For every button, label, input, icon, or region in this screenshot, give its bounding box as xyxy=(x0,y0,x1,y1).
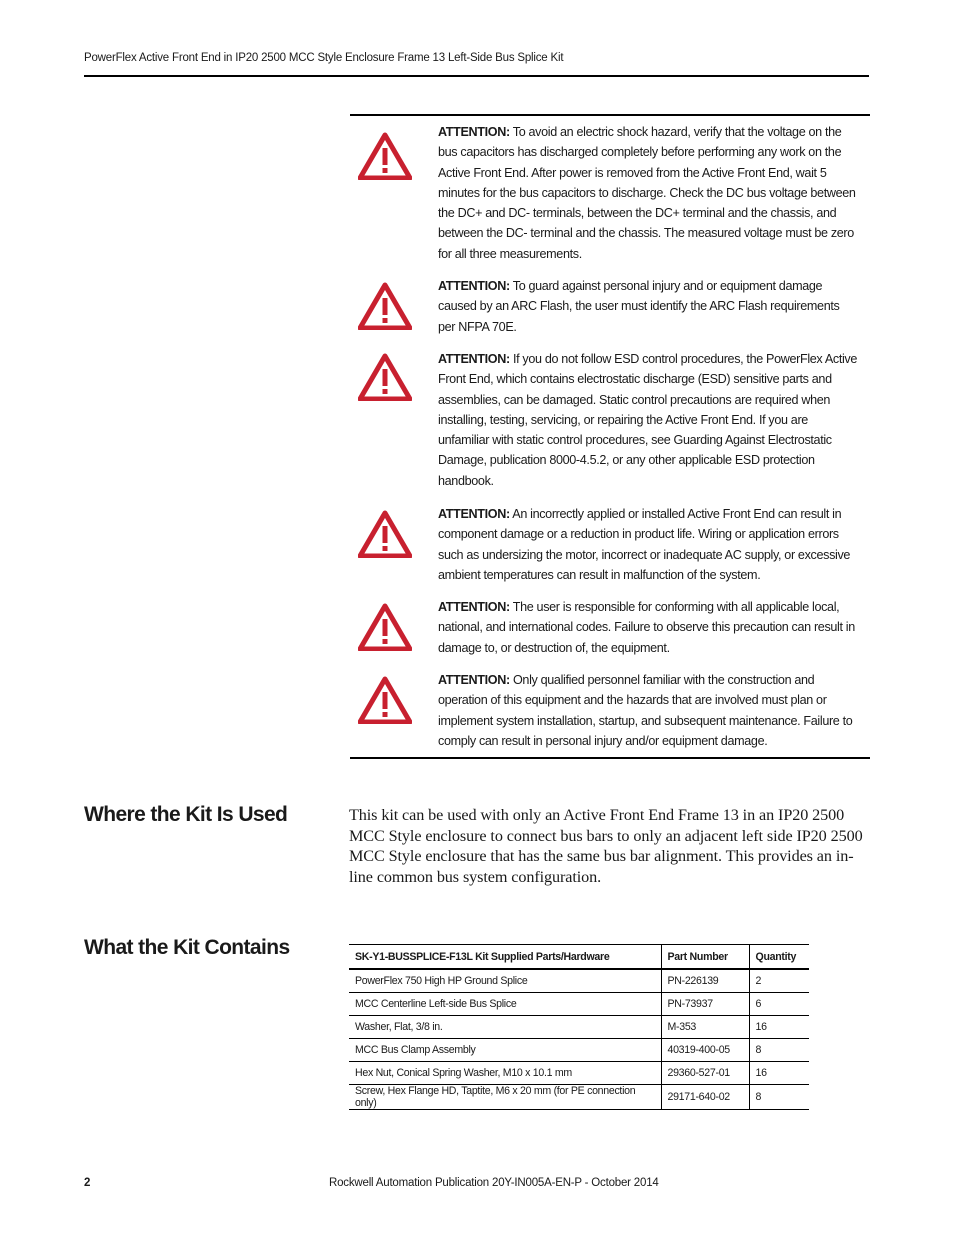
table-cell-quantity: 6 xyxy=(749,993,809,1016)
attention-label: ATTENTION: xyxy=(438,673,510,687)
attention-text xyxy=(438,349,858,491)
publication-footer: Rockwell Automation Publication 20Y-IN005A-EN-P - October 2014 xyxy=(329,1177,659,1189)
warning-triangle-icon xyxy=(358,353,412,401)
attention-body: To guard against personal injury and or equipment damage caused by an ARC Flash, the user must identify the ARC Flash requirements per NFPA 70E. xyxy=(438,279,840,334)
attention-block xyxy=(350,114,870,759)
where-body-paragraph: This kit can be used with only an Active Front End Frame 13 in an IP20 2500 MCC Style enclosure to connect bus bars to only an adjacent left side IP20 2500 MCC Style enclosure that has the same bus bar alignment. This provides an in-line common bus system configuration. xyxy=(349,806,863,886)
attention-text xyxy=(438,122,858,264)
table-cell-quantity: 2 xyxy=(749,969,809,993)
table-row xyxy=(349,1085,809,1110)
table-header-row xyxy=(349,945,809,970)
table-cell-quantity: 8 xyxy=(749,1085,809,1110)
attention-label: ATTENTION: xyxy=(438,125,510,139)
attention-body: An incorrectly applied or installed Active Front End can result in component damage or a reduction in product life. Wiring or application errors such as undersizing the motor, incorrect or inadequate AC supply, or excessive ambient temperatures can result in malfunction of the system. xyxy=(438,507,851,582)
warning-triangle-icon xyxy=(358,510,412,558)
warning-triangle-icon xyxy=(358,676,412,724)
table-cell-part: Washer, Flat, 3/8 in. xyxy=(349,1016,661,1039)
table-cell-part-number: M-353 xyxy=(661,1016,749,1039)
table-cell-part-number: PN-226139 xyxy=(661,969,749,993)
table-row xyxy=(349,993,809,1016)
table-cell-part: MCC Bus Clamp Assembly xyxy=(349,1039,661,1062)
table-cell-quantity: 8 xyxy=(749,1039,809,1062)
table-row xyxy=(349,1039,809,1062)
attention-body: The user is responsible for conforming with all applicable local, national, and international codes. Failure to observe this precaution can result in damage to, or destruction of, the equipment. xyxy=(438,600,855,655)
header-rule xyxy=(84,75,869,77)
table-cell-quantity: 16 xyxy=(749,1062,809,1085)
parts-table xyxy=(349,944,809,1110)
attention-label: ATTENTION: xyxy=(438,352,510,366)
table-row xyxy=(349,1062,809,1085)
table-cell-part-number: 29360-527-01 xyxy=(661,1062,749,1085)
table-cell-part: PowerFlex 750 High HP Ground Splice xyxy=(349,969,661,993)
column-header-parts: SK-Y1-BUSSPLICE-F13L Kit Supplied Parts/Hardware xyxy=(349,945,661,970)
table-cell-part: Hex Nut, Conical Spring Washer, M10 x 10.1 mm xyxy=(349,1062,661,1085)
attention-body: If you do not follow ESD control procedures, the PowerFlex Active Front End, which contains electrostatic discharge (ESD) sensitive parts and assemblies, can be damaged. Static control precautions are required when installing, testing, servicing, or repairing the Active Front End. If you are unfamiliar with static control procedures, see Guarding Against Electrostatic Damage, publication 8000-4.5.2, or any other applicable ESD protection handbook. xyxy=(438,352,858,488)
warning-triangle-icon xyxy=(358,603,412,651)
attention-text xyxy=(438,504,858,585)
table-row xyxy=(349,969,809,993)
attention-label: ATTENTION: xyxy=(438,600,510,614)
column-header-part-number: Part Number xyxy=(661,945,749,970)
section-heading-where: Where the Kit Is Used xyxy=(84,803,288,826)
section-heading-what: What the Kit Contains xyxy=(84,936,290,959)
table-cell-part-number: PN-73937 xyxy=(661,993,749,1016)
attention-text xyxy=(438,670,858,751)
table-cell-part-number: 29171-640-02 xyxy=(661,1085,749,1110)
table-cell-quantity: 16 xyxy=(749,1016,809,1039)
running-header: PowerFlex Active Front End in IP20 2500 MCC Style Enclosure Frame 13 Left-Side Bus Splice Kit xyxy=(84,52,564,64)
table-cell-part: Screw, Hex Flange HD, Taptite, M6 x 20 mm (for PE connection only) xyxy=(349,1085,661,1110)
warning-triangle-icon xyxy=(358,132,412,180)
table-cell-part: MCC Centerline Left-side Bus Splice xyxy=(349,993,661,1016)
table-cell-part-number: 40319-400-05 xyxy=(661,1039,749,1062)
attention-label: ATTENTION: xyxy=(438,279,510,293)
attention-text xyxy=(438,597,858,658)
table-row xyxy=(349,1016,809,1039)
warning-triangle-icon xyxy=(358,282,412,330)
attention-text xyxy=(438,276,858,337)
page-number: 2 xyxy=(84,1177,91,1189)
column-header-quantity: Quantity xyxy=(749,945,809,970)
attention-body: Only qualified personnel familiar with the construction and operation of this equipment and the hazards that are involved must plan or implement system installation, startup, and subsequent maintenance. Failure to comply can result in personal injury and/or equipment damage. xyxy=(438,673,853,748)
attention-label: ATTENTION: xyxy=(438,507,510,521)
attention-body: To avoid an electric shock hazard, verify that the voltage on the bus capacitors has discharged completely before performing any work on the Active Front End. After power is removed from the Active Front End, wait 5 minutes for the bus capacitors to discharge. Check the DC bus voltage between the DC+ and DC- terminals, between the DC+ terminal and the chassis, and between the DC- terminal and the chassis. The measured voltage must be zero for all three measurements. xyxy=(438,125,856,261)
